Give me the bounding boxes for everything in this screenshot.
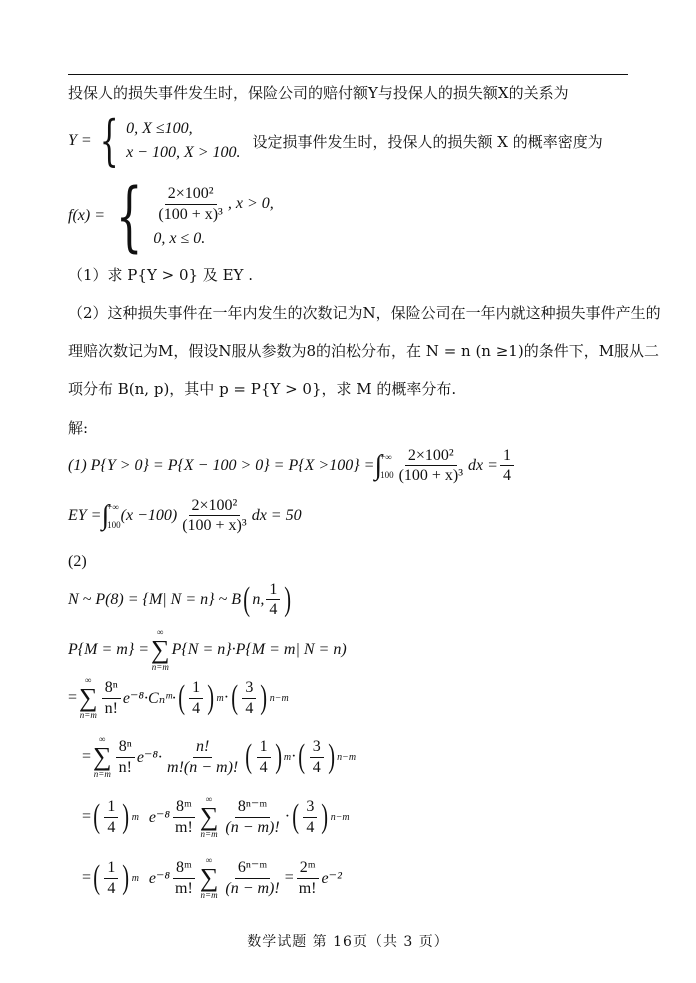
- int-upper: +∞: [107, 501, 119, 512]
- s1-result: [500, 446, 514, 485]
- ey-num: 2×100²: [189, 496, 241, 516]
- p2-line2-right: P{N = n}·P{M = m| N = n): [171, 641, 347, 658]
- y-lhs: Y =: [68, 132, 92, 149]
- question-1: [68, 264, 253, 285]
- f-numerator: 2×100²: [165, 184, 217, 204]
- q1-text: （1）求 P{Y > 0} 及 EY .: [68, 266, 253, 284]
- p2-line1-left: N ~ P(8) = {M| N = n} ~ B: [68, 590, 241, 608]
- f-lhs: f(x) =: [68, 207, 105, 224]
- p2-line-4: = ∞ ∑ n=m $\frac{\text{8ⁿ}}{n!}$ e⁻⁸· $\frac{n!}{m!(n - m)!}$ ( $\frac{1}{4}$ ) m · ( $\frac{3}{4}$ ) n−m: [82, 734, 357, 779]
- p2-line-3: = ∞ ∑ n=m $\frac{\text{8ⁿ}}{n!}$ e⁻⁸· Cₙᵐ· ( $\frac{1}{4}$ ) m · ( $\frac{3}{4}$ ) n−m: [68, 675, 289, 720]
- part-2-label: [68, 553, 87, 571]
- f-case-1: [153, 184, 273, 223]
- p2-line1-arg: n,: [252, 590, 265, 608]
- header-rule: [68, 74, 628, 75]
- equals: =: [68, 689, 78, 706]
- integral: ∫ +∞ 100: [101, 499, 121, 531]
- p2-line-2: [68, 628, 347, 672]
- q2-line-1: （2）这种损失事件在一年内发生的次数记为N，保险公司在一年内就这种损失事件产生的: [68, 304, 661, 322]
- int-lower: 100: [107, 519, 121, 530]
- solution-label: [68, 417, 88, 438]
- s1-result-den: 4: [502, 467, 511, 485]
- sum-symbol: ∞ ∑ n=m: [79, 675, 98, 720]
- p2-line-1: N ~ P(8) = {M| N = n} ~ B ( n, $\frac{1}{4}$ ): [68, 580, 292, 619]
- solution-1-probability: [68, 446, 516, 485]
- y-cases: [126, 120, 240, 162]
- s1-integrand-num: 2×100²: [405, 446, 457, 466]
- y-case-2: x − 100, X > 100.: [126, 144, 241, 161]
- f-cases: [153, 184, 273, 247]
- q2-line-2: 理赔次数记为M，假设N服从参数为8的泊松分布，在 N = n (n ≥1)的条件下，M服从二: [68, 342, 660, 360]
- f-case-1-condition: , x > 0,: [227, 195, 274, 212]
- intro-text: 投保人的损失事件发生时，保险公司的赔付额Y与投保人的损失额X的关系为: [68, 84, 569, 102]
- p2-frac: [266, 580, 280, 619]
- s1-integrand-den: (100 + x)³: [398, 467, 464, 485]
- p2-line2-left: P{M = m} =: [68, 641, 150, 658]
- s1-result-num: 1: [500, 446, 514, 466]
- p2-line-6: = ( $\frac{1}{4}$ ) m e⁻⁸ $\frac{\text{8ᵐ}}{m!}$ ∞ ∑ n=m $\frac{\text{6ⁿ⁻ᵐ}}{(n - m)!}$ = $\frac{\text{2ᵐ}}{m!}$ e⁻²: [82, 855, 342, 900]
- dx-equals: dx =: [468, 456, 498, 474]
- s1-integrand: [396, 446, 466, 485]
- f-piecewise: [68, 171, 274, 260]
- y-piecewise: [68, 109, 603, 172]
- footer-text: 数学试题 第 16页（共 3 页）: [247, 934, 449, 950]
- integral: ∫ +∞ 100: [374, 449, 394, 481]
- ey-fraction: [179, 496, 249, 535]
- intro-line: [68, 82, 569, 103]
- solution-1-expectation: [68, 496, 302, 535]
- binomial-frac: $\frac{n!}{m!(n - m)!}$: [167, 738, 239, 776]
- left-brace: {: [115, 171, 143, 260]
- q2-line-3: 项分布 B(n, p)，其中 p = P{Y > 0}，求 M 的概率分布.: [68, 380, 457, 398]
- sum-symbol: ∞ ∑ n=m: [151, 627, 170, 672]
- ey-left: EY =: [68, 506, 102, 524]
- part-2-label-text: (2): [68, 553, 87, 570]
- p2-frac-den: 4: [269, 601, 278, 619]
- s1-left: (1) P{Y > 0} = P{X − 100 > 0} = P{X >100} =: [68, 456, 375, 474]
- poisson-frac: $\frac{\text{8ⁿ}}{n!}$: [102, 678, 121, 717]
- ey-den: (100 + x)³: [182, 517, 247, 535]
- p2-line-5: = ( $\frac{1}{4}$ ) m e⁻⁸ $\frac{\text{8ᵐ}}{m!}$ ∞ ∑ n=m $\frac{\text{8ⁿ⁻ᵐ}}{(n - m)!}$ · ( $\frac{3}{4}$ ) n−m: [82, 794, 350, 839]
- density-intro: 设定损事件发生时，投保人的损失额 X 的概率密度为: [252, 132, 603, 151]
- int-lower: 100: [380, 469, 394, 480]
- question-2-line-2: [68, 340, 659, 361]
- ey-factor: (x −100): [120, 506, 178, 524]
- ey-result: dx = 50: [251, 506, 302, 524]
- p2-frac-num: 1: [266, 580, 280, 600]
- y-case-1: 0, X ≤100,: [126, 120, 193, 137]
- solution-label-text: 解:: [68, 419, 89, 437]
- question-2-line-3: [68, 378, 456, 399]
- left-brace: {: [99, 109, 119, 172]
- f-fraction: [155, 184, 225, 223]
- combination: Cₙᵐ·: [148, 690, 176, 707]
- final-result: $\frac{\text{2ᵐ}}{m!}$: [296, 858, 320, 897]
- f-case-2: 0, x ≤ 0.: [153, 229, 206, 247]
- page-footer: [0, 931, 696, 951]
- f-denominator: (100 + x)³: [158, 205, 223, 223]
- question-2-line-1: [68, 302, 661, 323]
- int-upper: +∞: [380, 451, 392, 462]
